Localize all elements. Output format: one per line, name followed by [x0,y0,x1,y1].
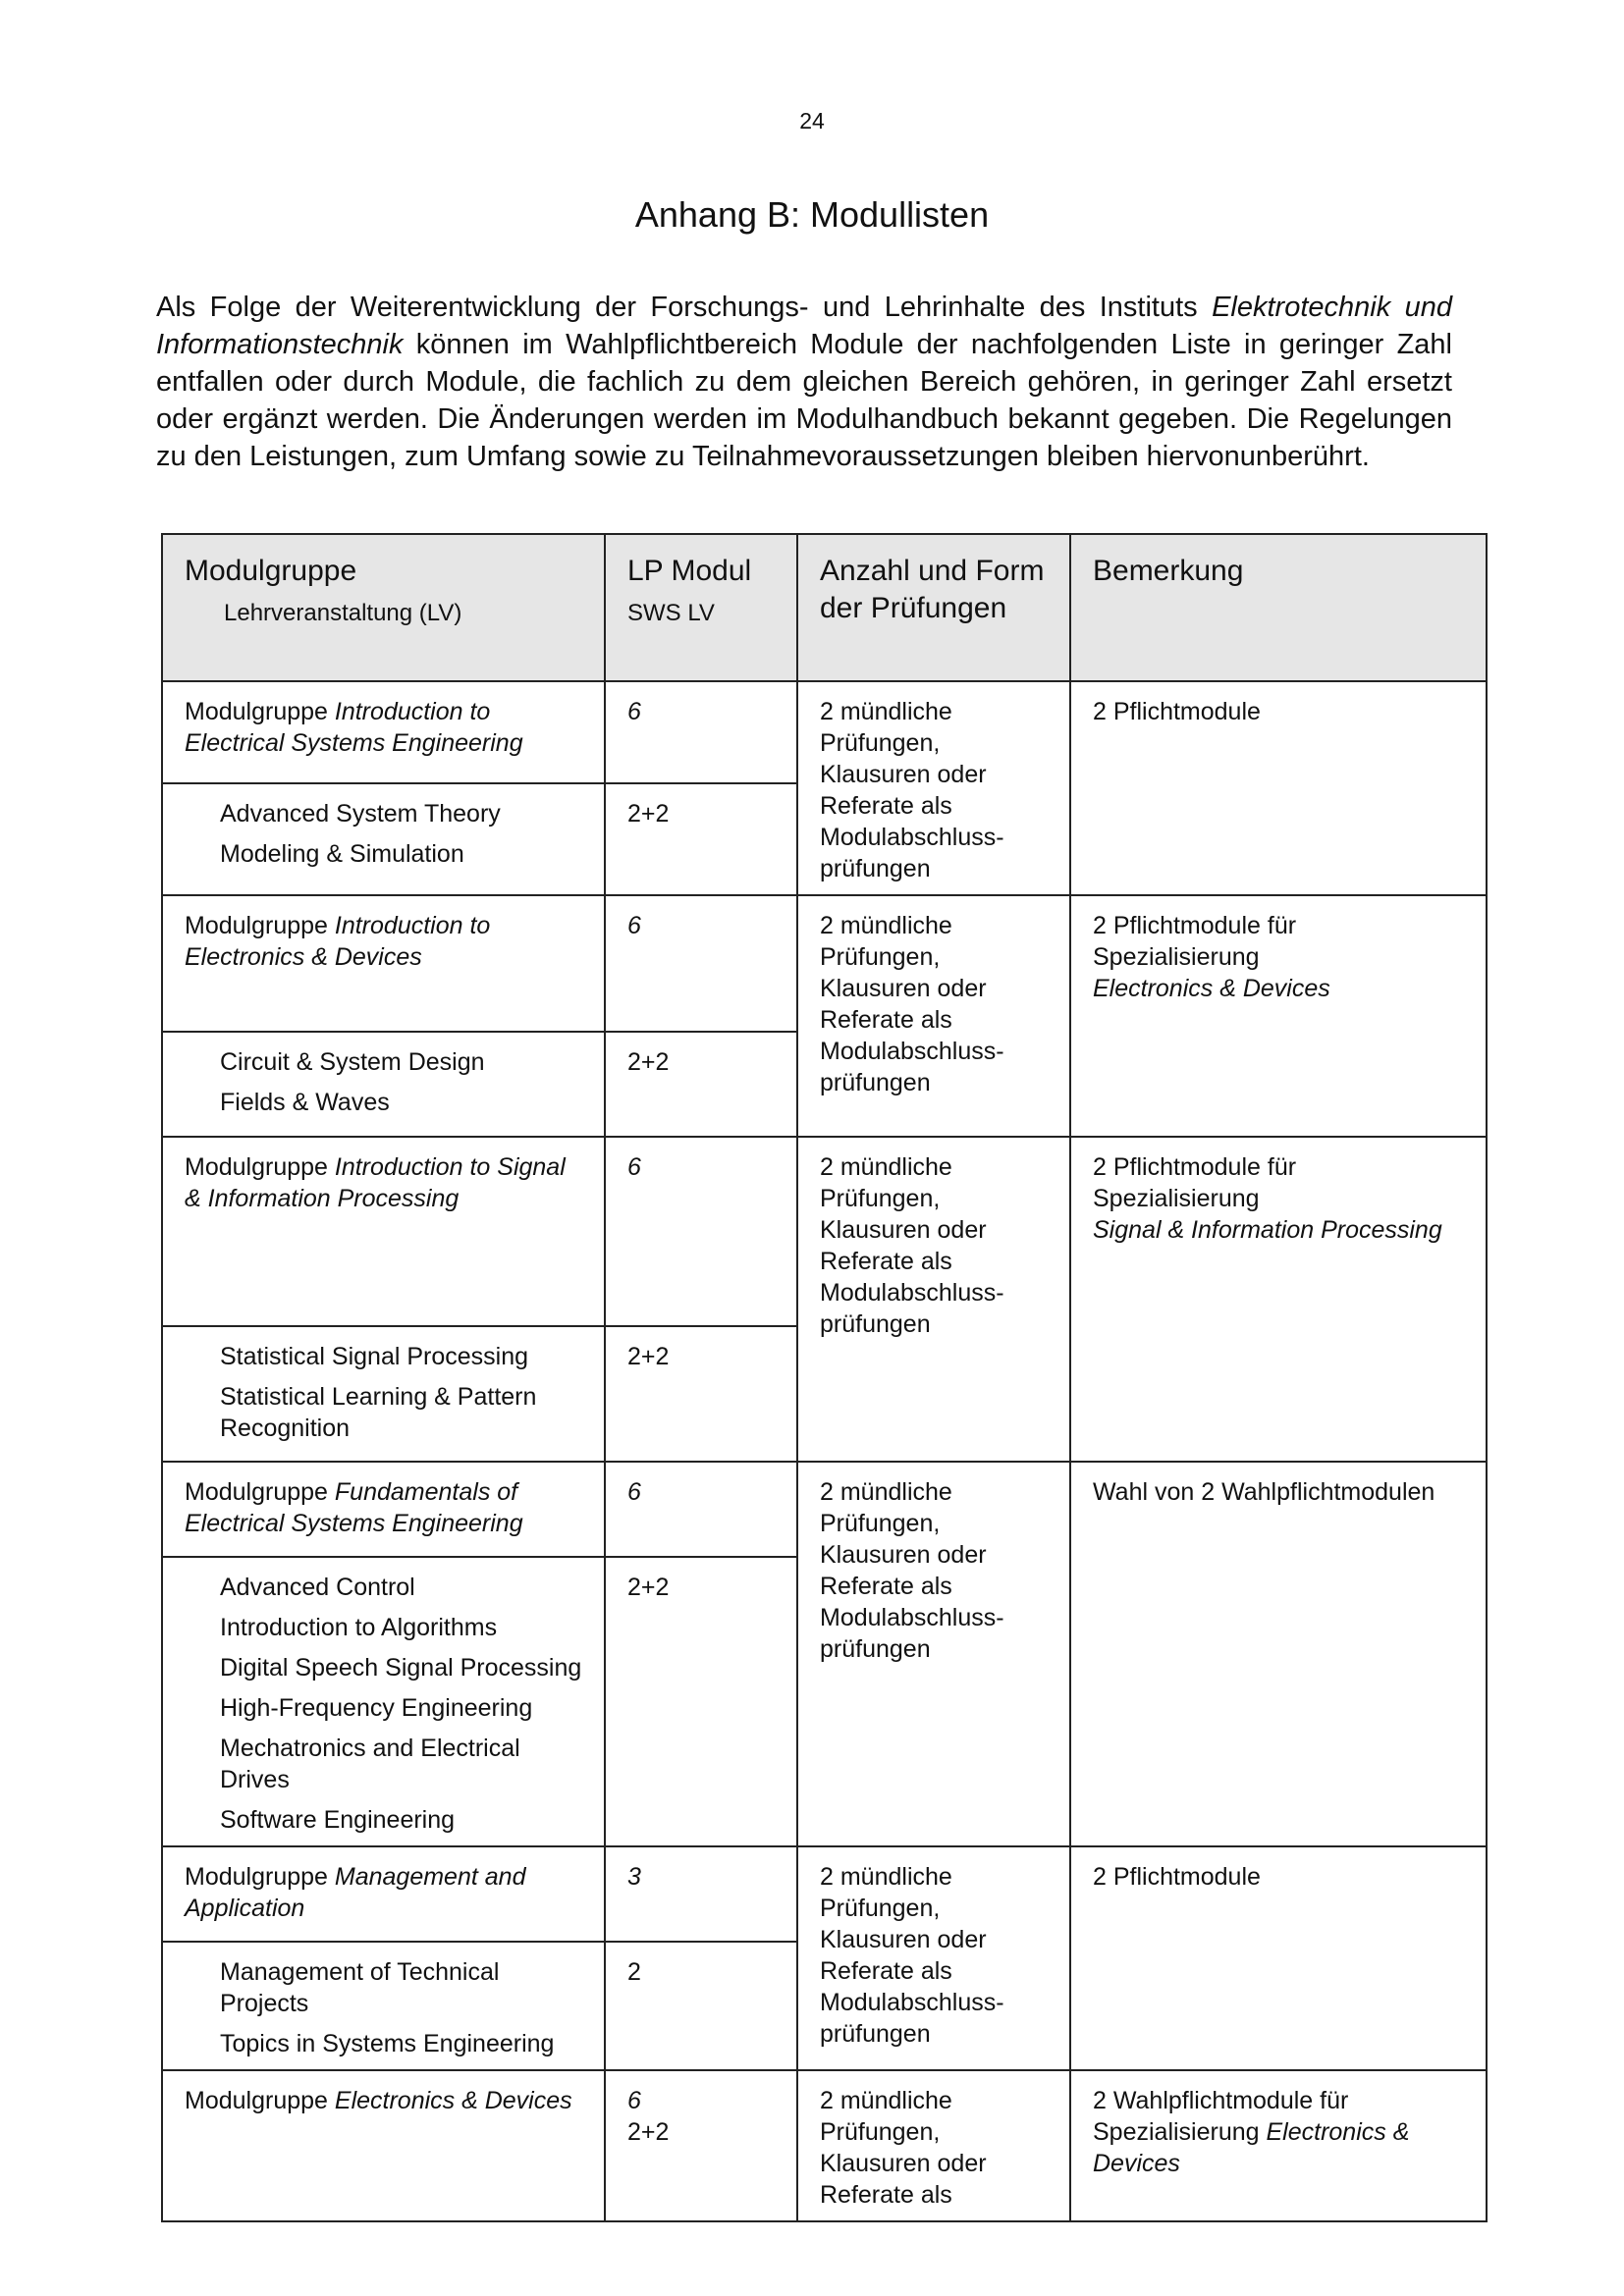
lp-value: 6 [627,2087,641,2114]
course-list-cell [162,1557,605,1846]
course-item: Digital Speech Signal Processing [220,1654,582,1682]
header-lp-label: LP Modul [627,555,752,587]
institute-name: Elektrotechnik und Informationstechnik [156,292,1452,360]
lp-cell [605,1846,797,1942]
group-name-cell [162,1846,605,1942]
lp-value: 6 [627,1153,641,1181]
sws-value: 2+2 [627,1343,670,1370]
note-text: 2 Pflichtmodule [1093,698,1261,725]
group-name: Fundamentals of Electrical Systems Engineering [185,1478,523,1537]
lp-value: 3 [627,1863,641,1891]
table-row [162,1462,1487,1557]
note-specialization: Electronics & Devices [1093,2118,1410,2177]
sws-value: 2+2 [627,2118,670,2146]
intro-text-part1: Als Folge der Weiterentwicklung der Forschungs- und Lehrinhalte des Instituts [156,292,1213,323]
exam-cell: 2 mündliche Prüfungen, Klausuren oder Referate als [797,2070,1070,2221]
sws-cell [605,1032,797,1137]
lp-value: 6 [627,1478,641,1506]
lp-cell [605,1462,797,1557]
header-lp [605,534,797,681]
sws-value: 2+2 [627,799,670,828]
note-cell [1070,2070,1487,2221]
note-text: 2 Pflichtmodule [1093,1863,1261,1891]
exam-cell: 2 mündliche Prüfungen, Klausuren oder Referate als Modulabschluss-prüfungen [797,895,1070,1137]
note-cell [1070,1462,1487,1846]
header-bemerkung-label: Bemerkung [1093,555,1244,587]
table-body [162,681,1487,2070]
group-prefix: Modulgruppe [185,1153,335,1181]
exam-cell: 2 mündliche Prüfungen, Klausuren oder Referate als Modulabschluss-prüfungen [797,1846,1070,2070]
header-sws-label: SWS LV [627,600,715,626]
group-name: Introduction to Signal & Information Processing [185,1153,566,1212]
lp-cell [605,2070,797,2221]
header-pruefungen [797,534,1070,681]
course-item: Mechatronics and Electrical Drives [220,1735,520,1793]
section-heading: Anhang B: Modullisten [634,194,990,235]
sws-value: 2+2 [627,1048,670,1076]
note-cell [1070,1137,1487,1462]
note-text: 2 Pflichtmodule für Spezialisierung [1093,912,1297,971]
course-item: Management of Technical Projects [220,1958,500,2017]
course-item: Topics in Systems Engineering [220,2030,555,2057]
group-name-cell [162,1462,605,1557]
exam-cell: 2 mündliche Prüfungen, Klausuren oder Referate als Modulabschluss-prüfungen [797,1137,1070,1462]
table-row [162,1137,1487,1326]
lp-cell [605,681,797,783]
table-row [162,681,1487,783]
header-modulgruppe-label: Modulgruppe [185,555,357,587]
header-lehrveranstaltung-label: Lehrveranstaltung (LV) [224,600,462,626]
lp-cell [605,895,797,1032]
sws-cell [605,1326,797,1462]
sws-cell [605,783,797,895]
group-prefix: Modulgruppe [185,1478,335,1506]
group-prefix: Modulgruppe [185,2087,335,2114]
course-list [185,1341,582,1444]
table-body-last [162,2070,1487,2221]
course-item: Software Engineering [220,1806,456,1834]
course-item: High-Frequency Engineering [220,1694,533,1722]
sws-cell [605,1557,797,1846]
intro-paragraph [156,289,1452,475]
lp-value: 6 [627,912,641,939]
intro-text-part2: können im Wahlpflichtbereich Module der nachfolgenden Liste in geringer Zahl entfallen oder durch Module, die fachlich zu dem gleichen Bereich gehören, in geringer Zahl ersetzt oder ergänzt werden. Die Änderungen werden im Modulhandbuch bekannt gegeben. Die Regelungen zu den Leistungen, zum Umfang sowie zu Teilnahmevoraussetzungen bleiben hiervonunberührt. [156,329,1452,472]
course-item: Modeling & Simulation [220,839,464,868]
lp-value: 6 [627,698,641,725]
note-cell [1070,681,1487,895]
note-text: Wahl von 2 Wahlpflichtmodulen [1093,1478,1435,1506]
header-modulgruppe [162,534,605,681]
group-name: Introduction to Electrical Systems Engineering [185,698,523,757]
course-item: Advanced Control [220,1574,415,1601]
table-row [162,2070,1487,2221]
note-specialization: Signal & Information Processing [1093,1216,1442,1244]
group-name: Management and Application [185,1863,526,1922]
course-list [185,1046,582,1118]
group-prefix: Modulgruppe [185,698,335,725]
group-name-cell [162,681,605,783]
group-prefix: Modulgruppe [185,912,335,939]
course-list [185,1572,582,1836]
group-name-cell [162,895,605,1032]
exam-cell: 2 mündliche Prüfungen, Klausuren oder Referate als Modulabschluss-prüfungen [797,681,1070,895]
sws-value: 2+2 [627,1574,670,1601]
note-text: 2 Pflichtmodule für Spezialisierung [1093,1153,1297,1212]
group-name: Electronics & Devices [334,2087,572,2114]
course-list-cell [162,1326,605,1462]
group-name: Introduction to Electronics & Devices [185,912,491,971]
course-item: Fields & Waves [220,1089,390,1116]
note-text: 2 Wahlpflichtmodule für Spezialisierung [1093,2087,1349,2146]
course-item: Introduction to Algorithms [220,1614,498,1641]
course-item: Statistical Learning & Pattern Recognition [220,1383,537,1442]
note-cell [1070,895,1487,1137]
lp-cell [605,1137,797,1326]
page-number: 24 [799,108,825,133]
course-list [185,1956,582,2059]
exam-cell: 2 mündliche Prüfungen, Klausuren oder Referate als Modulabschluss-prüfungen [797,1462,1070,1846]
course-list [185,798,582,870]
course-item: Advanced System Theory [220,799,501,828]
group-name-cell [162,1137,605,1326]
course-list-cell [162,1942,605,2070]
sws-value: 2 [627,1958,641,1986]
note-specialization: Electronics & Devices [1093,975,1330,1002]
sws-cell [605,1942,797,2070]
course-list-cell [162,1032,605,1137]
note-cell [1070,1846,1487,2070]
course-list-cell [162,783,605,895]
header-bemerkung [1070,534,1487,681]
module-table [161,533,1488,2222]
course-item: Circuit & System Design [220,1048,485,1076]
table-row [162,895,1487,1032]
header-pruefungen-label: Anzahl und Form der Prüfungen [820,555,1045,624]
group-name-cell [162,2070,605,2221]
group-prefix: Modulgruppe [185,1863,335,1891]
table-header-row [162,534,1487,681]
course-item: Statistical Signal Processing [220,1343,529,1370]
table-row [162,1846,1487,1942]
